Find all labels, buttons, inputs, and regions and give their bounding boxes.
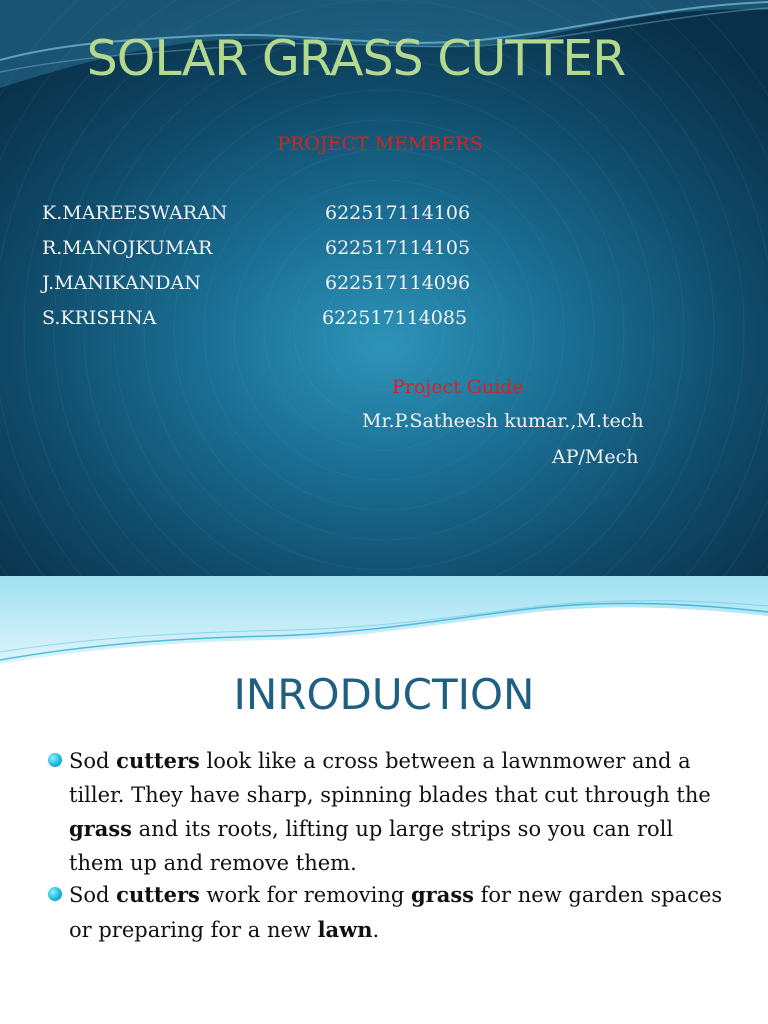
text-segment: for new garden spaces or preparing for a new: [69, 883, 723, 942]
text-segment: .: [372, 917, 380, 942]
member-id: 622517114105: [325, 237, 471, 259]
bullet-point: [48, 744, 728, 880]
member-name: R.MANOJKUMAR: [42, 237, 213, 259]
member-name: J.MANIKANDAN: [42, 272, 201, 294]
guide-role: AP/Mech: [552, 446, 639, 468]
text-segment: and its roots, lifting up large strips so you can roll them up and remove them.: [69, 817, 674, 875]
emphasis-text: grass: [69, 816, 132, 841]
text-segment: look like a cross between a lawnmower and a tiller. They have sharp, spinning blades that cut through the: [69, 749, 711, 807]
guide-name: Mr.P.Satheesh kumar.,M.tech: [362, 410, 644, 432]
bullet-text: [48, 744, 728, 880]
emphasis-text: cutters: [116, 748, 200, 773]
project-members-heading: PROJECT MEMBERS: [277, 133, 483, 155]
emphasis-text: grass: [410, 882, 474, 907]
bullet-dot-icon: [48, 753, 62, 767]
slide-introduction: [0, 576, 768, 1024]
bullet-text: [48, 878, 728, 947]
member-id: 622517114096: [325, 272, 471, 294]
bullet-point: [48, 878, 728, 947]
project-guide-heading: Project Guide: [392, 376, 524, 398]
slide-title: INRODUCTION: [233, 670, 535, 719]
text-segment: work for removing: [199, 883, 411, 907]
emphasis-text: cutters: [116, 882, 200, 907]
member-id: 622517114106: [325, 202, 471, 224]
text-segment: Sod: [69, 749, 117, 773]
emphasis-text: lawn: [317, 916, 373, 942]
text-segment: Sod: [69, 883, 117, 907]
bullet-dot-icon: [48, 887, 62, 901]
top-wave-decoration: [0, 576, 768, 676]
member-name: K.MAREESWARAN: [42, 202, 228, 224]
member-id: 622517114085: [322, 307, 468, 329]
member-name: S.KRISHNA: [42, 307, 157, 329]
presentation-title: SOLAR GRASS CUTTER: [86, 30, 626, 87]
